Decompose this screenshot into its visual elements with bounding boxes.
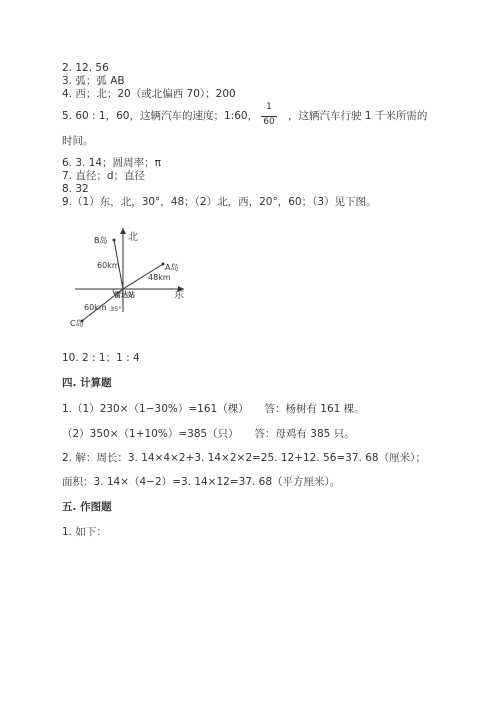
fraction-denominator: 60	[263, 117, 275, 127]
distance-a-label: 48km	[148, 273, 171, 282]
drawing-1: 1. 如下：	[62, 526, 107, 538]
section-5-title: 五. 作图题	[62, 501, 112, 513]
north-label: 北	[128, 232, 138, 243]
calc-1-1: 1.（1）230×（1−30%）=161（棵） 答：杨树有 161 棵。	[62, 403, 365, 415]
answer-9: 9.（1）东，北，30°，48；（2）北，西，20°，60；（3）见下图。	[62, 196, 377, 208]
answer-5: 5. 60 : 1，60，这辆汽车的速度；1:60，	[62, 110, 259, 122]
radar-station-diagram	[70, 220, 200, 335]
b-point	[113, 239, 116, 242]
answer-5-continued: 时间。	[62, 135, 94, 147]
island-a-label: A岛	[165, 263, 179, 272]
angle-c-label: 35°	[110, 305, 122, 313]
distance-b-label: 60km	[97, 261, 120, 270]
calc-2-area: 面积：3. 14×（4−2）=3. 14×12=37. 68（平方厘米）。	[62, 476, 341, 488]
island-b-label: B岛	[94, 236, 108, 245]
distance-c-label: 60km	[84, 303, 107, 312]
east-label: 东	[174, 290, 184, 301]
answer-6: 6. 3. 14；圆周率；π	[62, 157, 161, 169]
answer-10: 10. 2 : 1；1 : 4	[62, 352, 140, 364]
answer-2: 2. 12. 56	[62, 62, 109, 74]
answer-5-tail: ，这辆汽车行驶 1 千米所需的	[288, 110, 428, 122]
calc-1-2: （2）350×（1+10%）=385（只） 答：母鸡有 385 只。	[62, 428, 355, 440]
island-c-label: C岛	[70, 319, 84, 328]
section-4-title: 四. 计算题	[62, 377, 112, 389]
answer-4: 4. 西；北；20（或北偏西 70）；200	[62, 88, 236, 100]
station-label: 雷达站	[114, 291, 135, 299]
answer-8: 8. 32	[62, 183, 89, 195]
fraction-numerator: 1	[266, 102, 272, 112]
answer-3: 3. 弧；弧 AB	[62, 75, 125, 87]
calc-2-perimeter: 2. 解：周长：3. 14×4×2+3. 14×2×2=25. 12+12. 56=37. 68（厘米）；	[62, 452, 426, 464]
answer-7: 7. 直径；d；直径	[62, 170, 146, 182]
